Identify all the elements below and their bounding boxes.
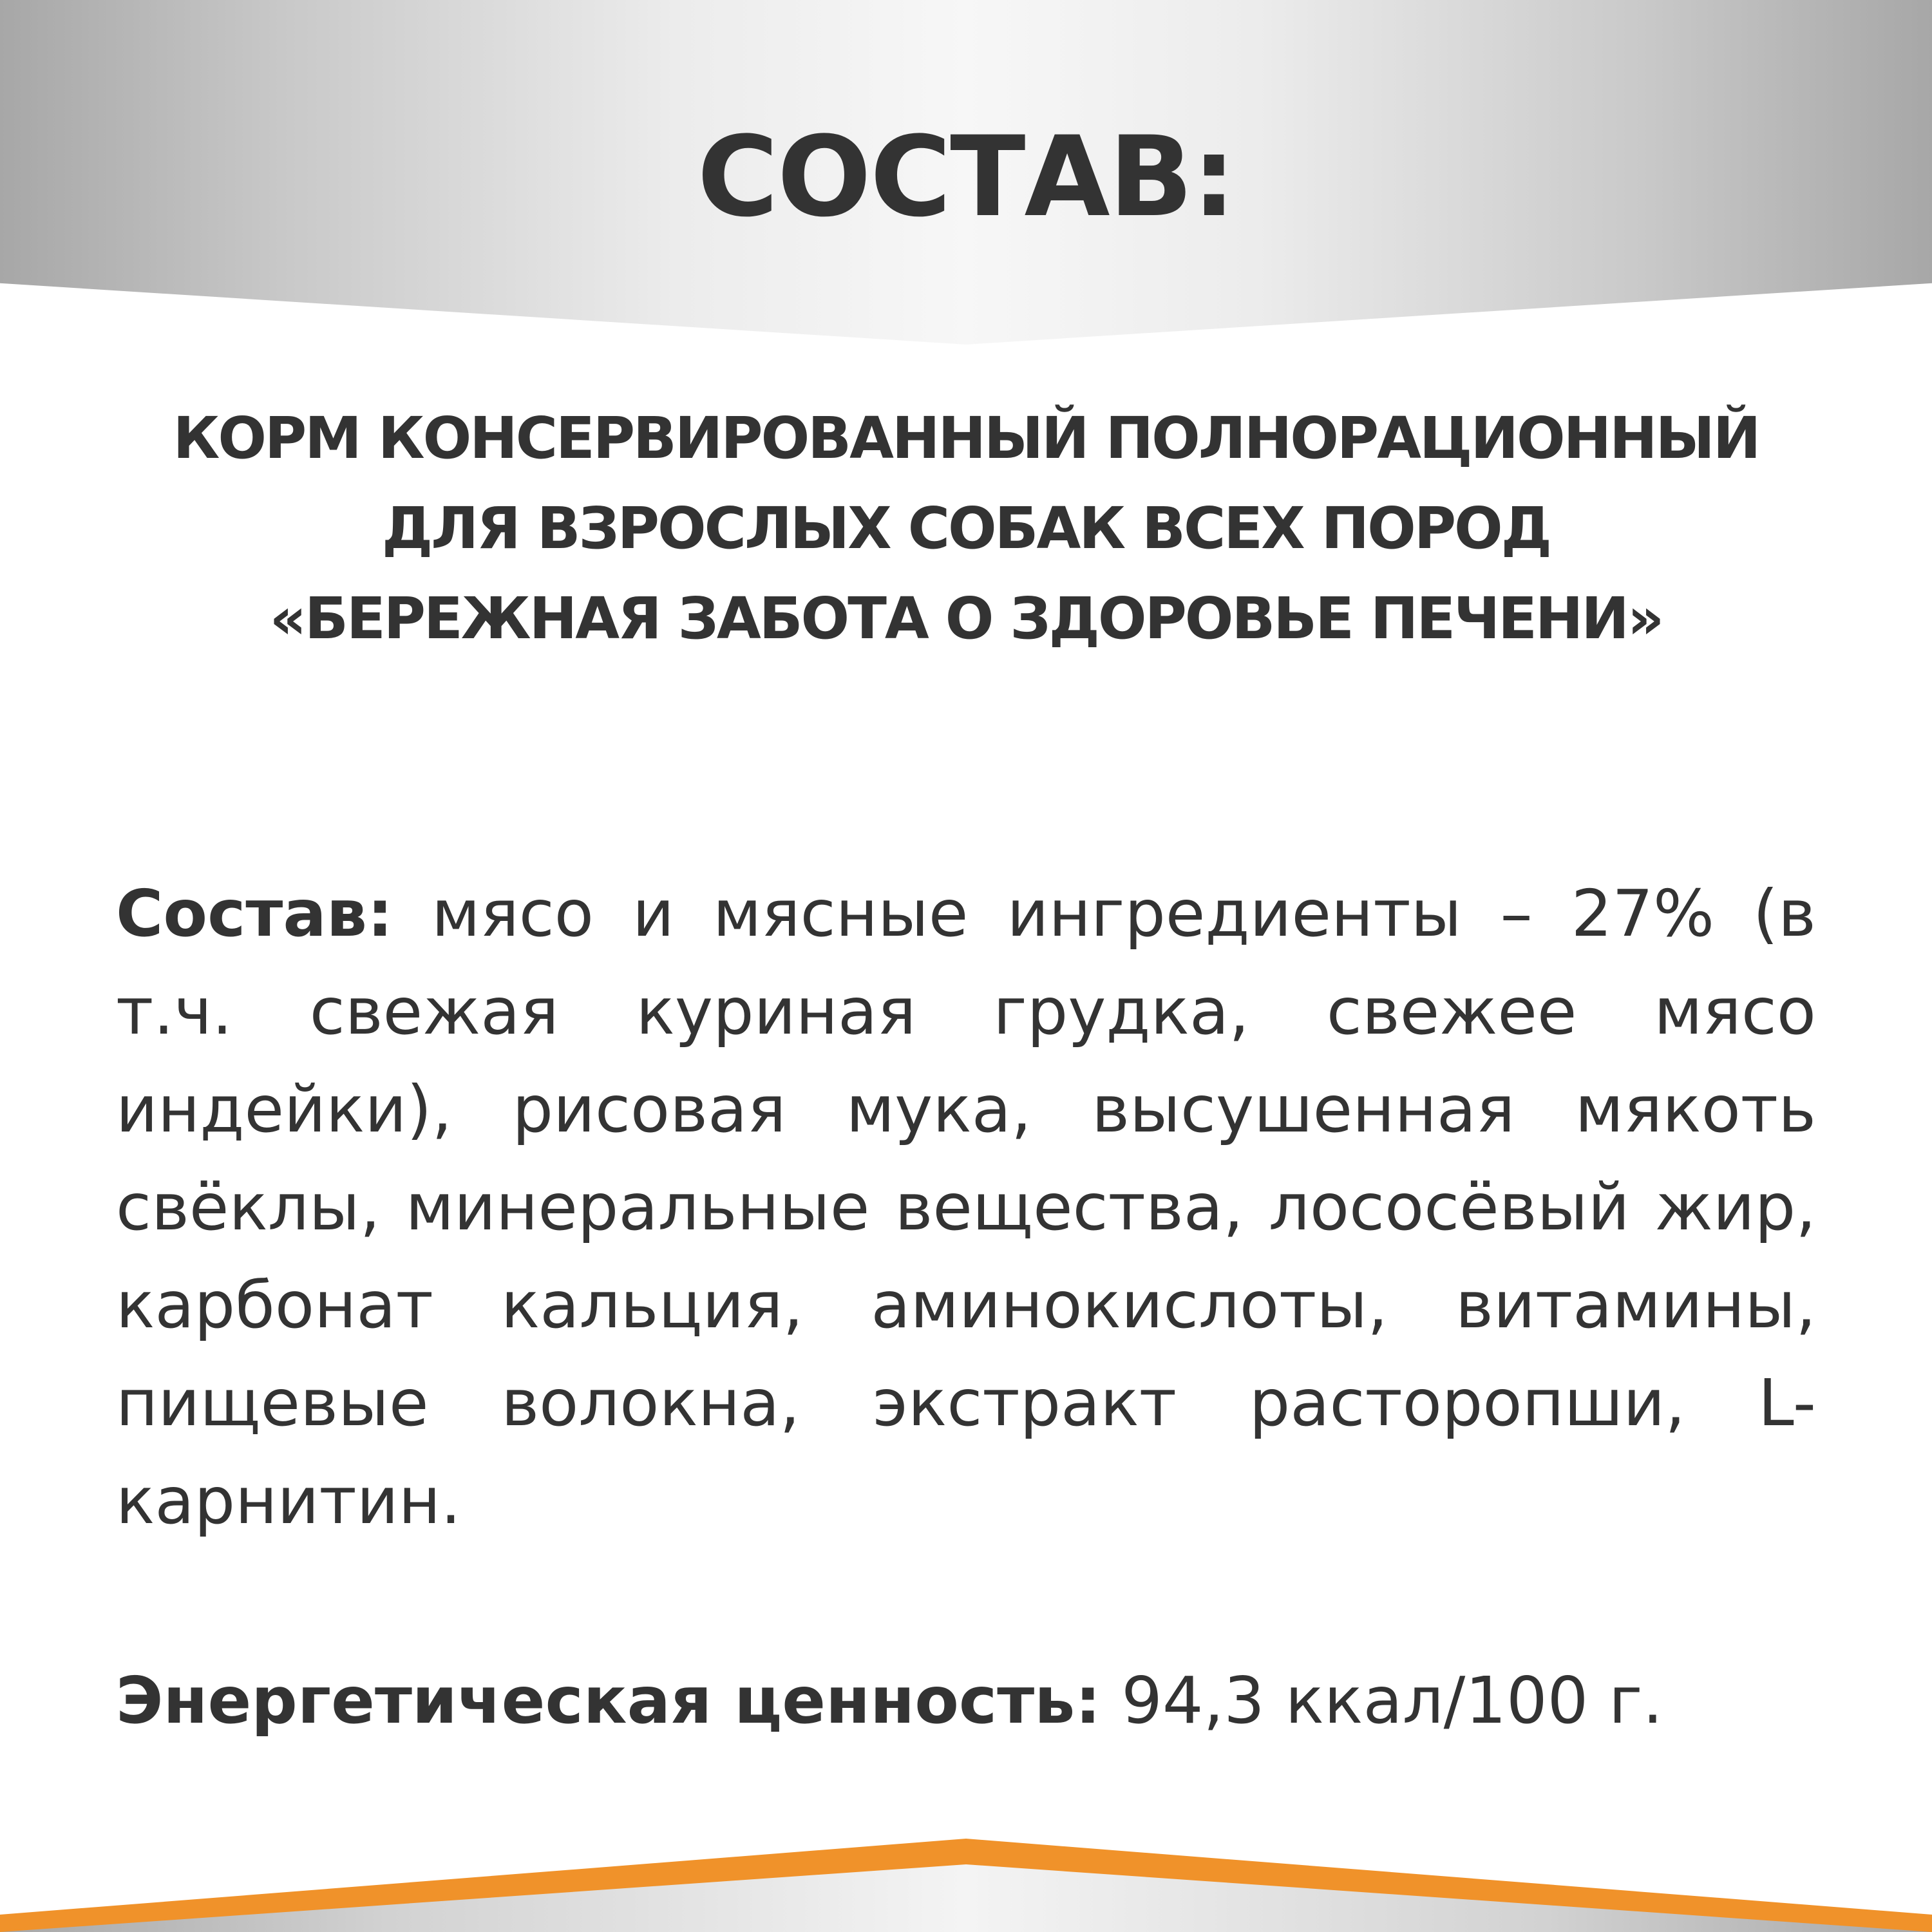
footer-stripes bbox=[0, 1839, 1932, 1932]
energy-value: 94,3 ккал/100 г. bbox=[1121, 1663, 1663, 1738]
energy-value-paragraph bbox=[116, 1652, 1816, 1750]
product-name-line: КОРМ КОНСЕРВИРОВАННЫЙ ПОЛНОРАЦИОННЫЙ bbox=[173, 404, 1759, 471]
footer-banner bbox=[0, 1839, 1932, 1932]
composition-text: мясо и мясные ингредиенты – 27% (в т.ч. свежая куриная грудка, свежее мясо индейки), рисовая мука, высушенная мякоть свёклы, минеральные вещества, лососёвый жир, карбонат кальция, аминокислоты, витамины, пищевые волокна, экстракт расторопши, L-карнитин. bbox=[116, 876, 1816, 1539]
energy-label: Энергетическая ценность: bbox=[116, 1663, 1101, 1738]
composition-paragraph bbox=[116, 865, 1816, 1550]
page-title: СОСТАВ: bbox=[697, 112, 1235, 242]
composition-label: Состав: bbox=[116, 876, 393, 951]
product-name-line: «БЕРЕЖНАЯ ЗАБОТА О ЗДОРОВЬЕ ПЕЧЕНИ» bbox=[269, 585, 1663, 652]
product-name bbox=[64, 393, 1868, 663]
product-name-line: ДЛЯ ВЗРОСЛЫХ СОБАК ВСЕХ ПОРОД bbox=[382, 495, 1550, 562]
